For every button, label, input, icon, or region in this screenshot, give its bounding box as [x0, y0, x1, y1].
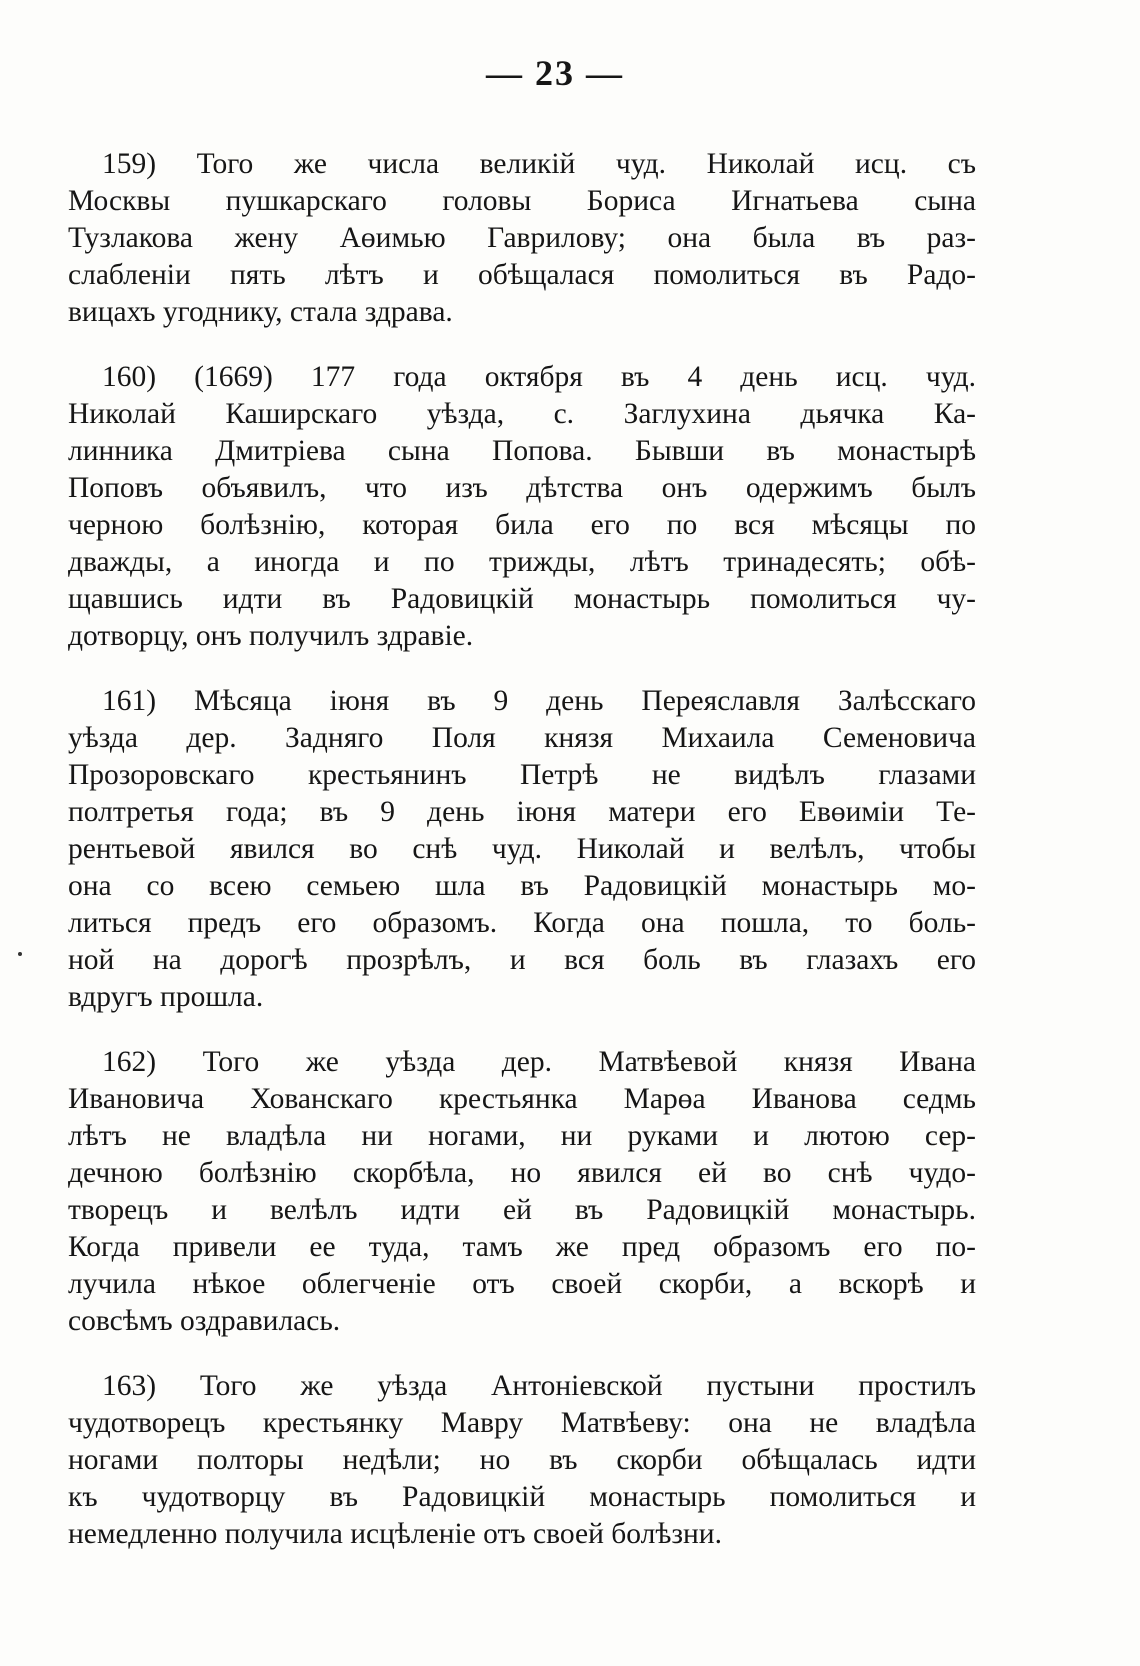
- text-line: уѣзда дер. Задняго Поля князя Михаила Семеновича: [68, 722, 976, 754]
- text-line: лучила нѣкое облегченiе отъ своей скорби, а вскорѣ и: [68, 1268, 976, 1300]
- text-line: 162) Того же уѣзда дер. Матвѣевой князя Ивана: [102, 1046, 976, 1078]
- entry-161: [68, 683, 976, 1016]
- text-line: творецъ и велѣлъ идти ей въ Радовицкiй монастырь.: [68, 1194, 976, 1226]
- text-line: Ивановича Хованскаго крестьянка Марөа Иванова седмь: [68, 1083, 976, 1115]
- text-line: рентьевой явился во снѣ чуд. Николай и велѣлъ, чтобы: [68, 833, 976, 865]
- entry-163: [68, 1368, 976, 1553]
- text-line: дечною болѣзнiю скорбѣла, но явился ей во снѣ чудо-: [68, 1157, 976, 1189]
- entry-162: [68, 1044, 976, 1340]
- page-body: [68, 146, 976, 1581]
- text-line: Николай Каширскаго уѣзда, с. Заглухина дьячка Ка-: [68, 398, 976, 430]
- text-line: линника Дмитрiева сына Попова. Бывши въ монастырѣ: [68, 435, 976, 467]
- entry-159: [68, 146, 976, 331]
- text-line: вицахъ угоднику, стала здрава.: [68, 296, 453, 328]
- text-line: Москвы пушкарскаго головы Бориса Игнатьева сына: [68, 185, 976, 217]
- text-line: слабленiи пять лѣтъ и обѣщалася помолиться въ Радо-: [68, 259, 976, 291]
- text-line: литься предъ его образомъ. Когда она пошла, то боль-: [68, 907, 976, 939]
- text-line: лѣтъ не владѣла ни ногами, ни руками и лютою сер-: [68, 1120, 976, 1152]
- text-line: Прозоровскаго крестьянинъ Петрѣ не видѣлъ глазами: [68, 759, 976, 791]
- text-line: она со всею семьею шла въ Радовицкiй монастырь мо-: [68, 870, 976, 902]
- text-line: чудотворецъ крестьянку Мавру Матвѣеву: она не владѣла: [68, 1407, 976, 1439]
- entry-160: [68, 359, 976, 655]
- text-line: полтретья года; въ 9 день iюня матери его Евөимiи Те-: [68, 796, 976, 828]
- text-line: Тузлакова жену Аөимью Гаврилову; она была въ раз-: [68, 222, 976, 254]
- ink-speck: [18, 952, 22, 956]
- text-line: Поповъ объявилъ, что изъ дѣтства онъ одержимъ былъ: [68, 472, 976, 504]
- text-line: 161) Мѣсяца iюня въ 9 день Переяславля Залѣсскаго: [102, 685, 976, 717]
- text-line: немедленно получила исцѣленiе отъ своей болѣзни.: [68, 1518, 722, 1550]
- text-line: 159) Того же числа великiй чуд. Николай исц. съ: [102, 148, 976, 180]
- text-line: щавшись идти въ Радовицкiй монастырь помолиться чу-: [68, 583, 976, 615]
- text-line: ной на дорогѣ прозрѣлъ, и вся боль въ глазахъ его: [68, 944, 976, 976]
- text-line: черною болѣзнiю, которая била его по вся мѣсяцы по: [68, 509, 976, 541]
- text-line: вдругъ прошла.: [68, 981, 264, 1013]
- text-line: 163) Того же уѣзда Антонiевской пустыни простилъ: [102, 1370, 976, 1402]
- text-line: дважды, а иногда и по трижды, лѣтъ тринадесять; обѣ-: [68, 546, 976, 578]
- page-number: — 23 —: [486, 53, 624, 93]
- text-line: ногами полторы недѣли; но въ скорби обѣщалась идти: [68, 1444, 976, 1476]
- text-line: 160) (1669) 177 года октября въ 4 день исц. чуд.: [102, 361, 976, 393]
- text-line: къ чудотворцу въ Радовицкiй монастырь помолиться и: [68, 1481, 976, 1513]
- text-line: Когда привели ее туда, тамъ же пред образомъ его по-: [68, 1231, 976, 1263]
- text-line: совсѣмъ оздравилась.: [68, 1305, 341, 1337]
- text-line: дотворцу, онъ получилъ здравiе.: [68, 620, 474, 652]
